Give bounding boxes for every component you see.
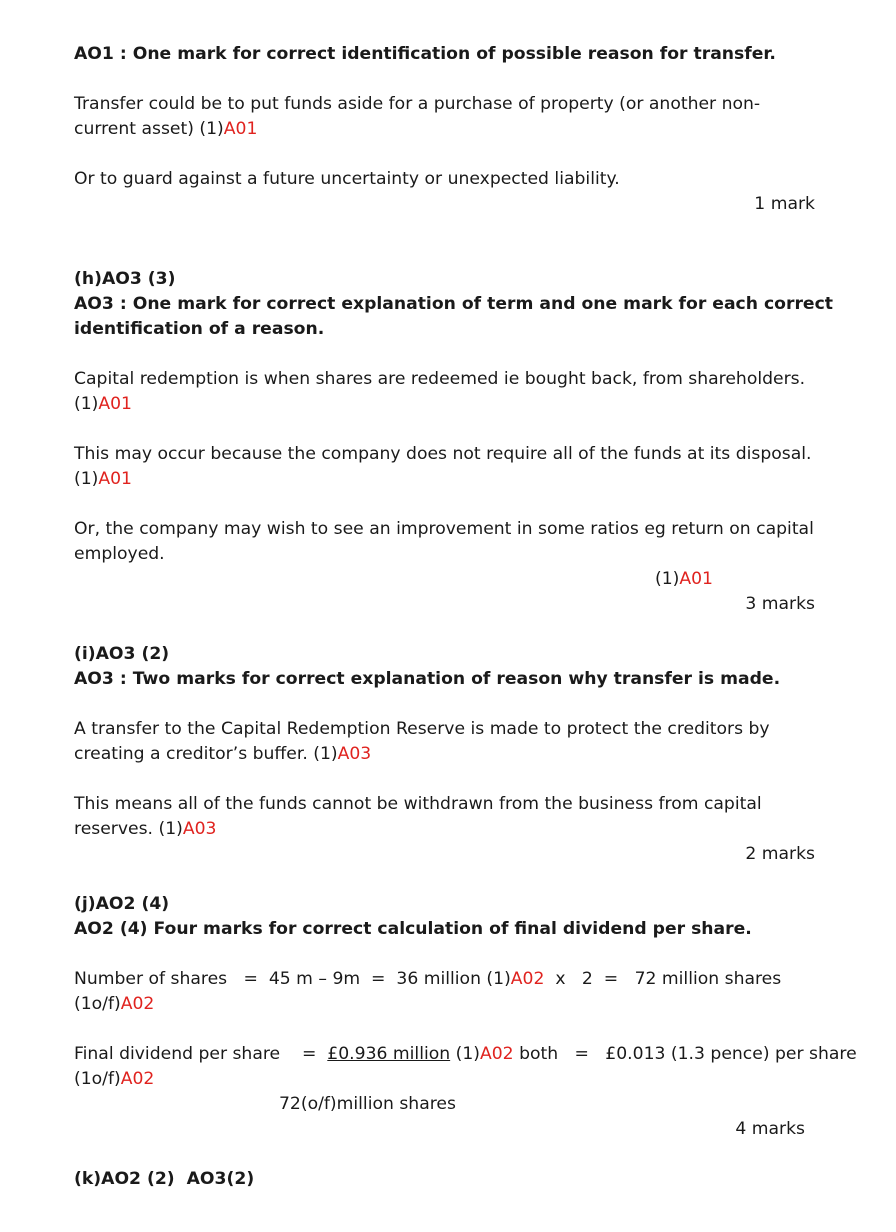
criteria-ao1: AO1 : One mark for correct identification of possible reason for transfer. [74,44,776,64]
answer-text: current asset) (1)A01 [74,119,258,139]
assessment-code: A01 [98,394,132,414]
marks-total: 3 marks [745,594,815,614]
assessment-code: A01 [98,469,132,489]
calculation-mark: (1o/f)A02 [74,1069,155,1089]
answer-text: This may occur because the company does not require all of the funds at its disposal. [74,444,812,464]
mark-award: (1)A01 [655,569,713,589]
answer-text: Capital redemption is when shares are redeemed ie bought back, from shareholders. [74,369,806,389]
assessment-code: A03 [337,744,372,764]
answer-text: Or, the company may wish to see an improvement in some ratios eg return on capital [74,519,814,539]
answer-text: Transfer could be to put funds aside for a purchase of property (or another non- [74,94,761,114]
section-heading-i: (i)AO3 (2) [74,644,170,664]
assessment-code: A02 [510,969,545,989]
calculation-shares: Number of shares = 45 m – 9m = 36 million (1)A02 x 2 = 72 million shares [74,969,782,989]
assessment-code: A02 [120,1069,155,1089]
criteria-ao3: AO3 : One mark for correct explanation of term and one mark for each correct [74,294,833,314]
assessment-code: A01 [223,119,258,139]
assessment-code: A02 [120,994,155,1014]
answer-text: (1)A01 [74,394,132,414]
criteria-ao2: AO2 (4) Four marks for correct calculation of final dividend per share. [74,919,752,939]
answer-text: Or to guard against a future uncertainty or unexpected liability. [74,169,620,189]
calculation-mark: (1o/f)A02 [74,994,155,1014]
marks-total: 1 mark [754,194,815,214]
section-heading-j: (j)AO2 (4) [74,894,170,914]
marks-total: 4 marks [735,1119,805,1139]
section-heading-h: (h)AO3 (3) [74,269,176,289]
assessment-code: A03 [182,819,217,839]
dividend-denominator: 72(o/f)million shares [279,1094,456,1114]
answer-text: This means all of the funds cannot be withdrawn from the business from capital [74,794,762,814]
assessment-code: A02 [479,1044,514,1064]
answer-text: employed. [74,544,165,564]
criteria-ao3: AO3 : Two marks for correct explanation of reason why transfer is made. [74,669,781,689]
section-heading-k: (k)AO2 (2) AO3(2) [74,1169,255,1189]
marks-total: 2 marks [745,844,815,864]
dividend-numerator: £0.936 million [327,1044,451,1064]
answer-text: creating a creditor’s buffer. (1)A03 [74,744,372,764]
calculation-dividend: Final dividend per share = £0.936 million (1)A02 both = £0.013 (1.3 pence) per share [74,1044,857,1064]
answer-text: reserves. (1)A03 [74,819,217,839]
answer-text: (1)A01 [74,469,132,489]
answer-text: A transfer to the Capital Redemption Reserve is made to protect the creditors by [74,719,770,739]
criteria-ao3-cont: identification of a reason. [74,319,325,339]
assessment-code: A01 [679,569,713,589]
